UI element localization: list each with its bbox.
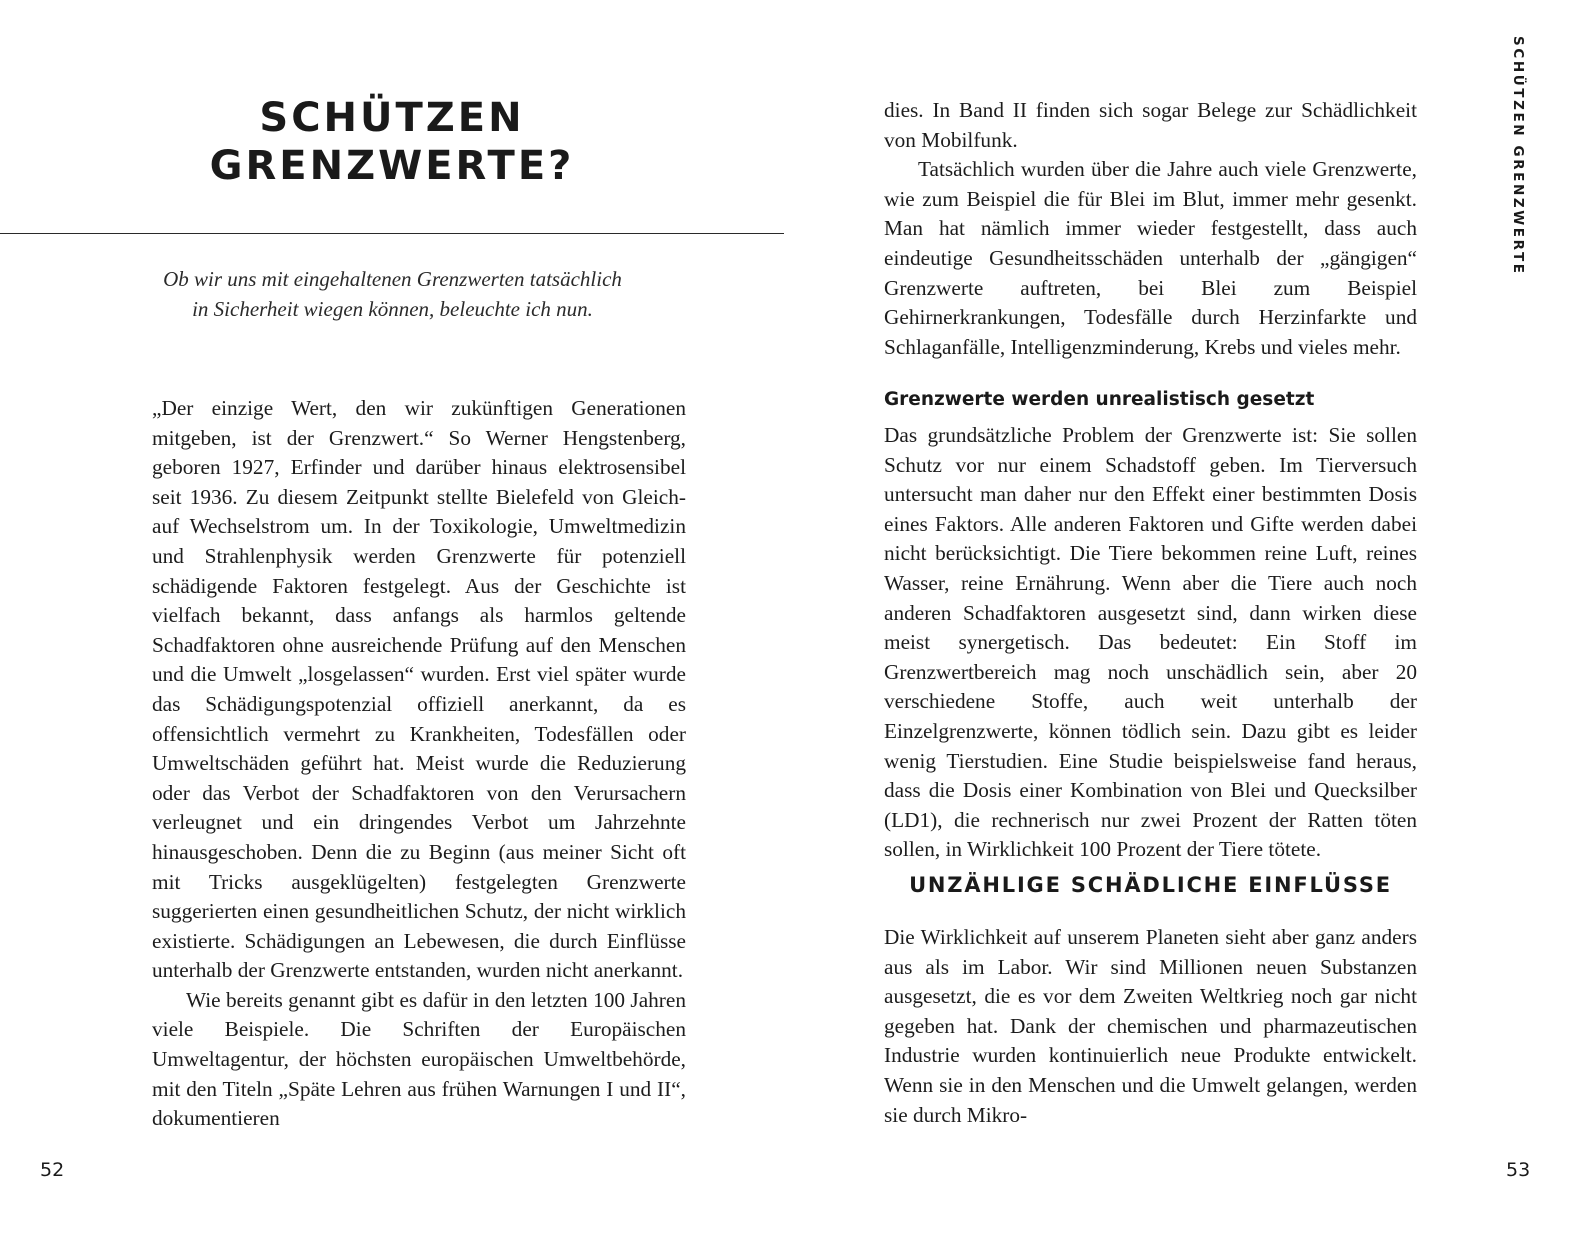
lead-line-1: Ob wir uns mit eingehaltenen Grenzwerten tatsächlich: [163, 267, 622, 291]
chapter-lead: [140, 264, 645, 324]
body-paragraph: Wie bereits genannt gibt es dafür in den letzten 100 Jahren viele Beispiele. Die Schriften der Europäischen Umweltagentur, der höchsten europäischen Umweltbehörde, mit den Titeln „Späte Lehren aus frühen Warnungen I und II“, dokumentieren: [152, 987, 686, 1131]
body-paragraph: Die Wirklichkeit auf unserem Planeten sieht aber ganz anders aus als im Labor. Wir sind Millionen neuen Substanzen ausgesetzt, die es vor dem Zweiten Weltkrieg noch gar nicht gegeben hat. Dank der chemischen und pharmazeutischen Industrie wurden kontinuierlich neue Produkte entwickelt. Wenn sie in den Menschen und die Umwelt gelangen, werden sie durch Mikro-: [884, 925, 1417, 1127]
body-paragraph: Das grundsätzliche Problem der Grenzwerte ist: Sie sollen Schutz vor nur einem Schadstoff geben. Im Tierversuch untersucht man daher nur den Effekt einer bestimmten Dosis eines Faktors. Alle anderen Faktoren und Gifte werden dabei nicht berücksichtigt. Die Tiere bekommen reine Luft, reines Wasser, reine Ernährung. Wenn aber die Tiere auch noch anderen Schadfaktoren ausgesetzt sind, dann wirken diese meist synergetisch. Das bedeutet: Ein Stoff im Grenzwertbereich mag noch unschädlich sein, aber 20 verschiedene Stoffe, auch weit unterhalb der Einzelgrenzwerte, können tödlich sein. Dazu gibt es leider wenig Tierstudien. Eine Studie beispielsweise fand heraus, dass die Dosis einer Kombination von Blei und Quecksilber (LD1), die rechnerisch nur zwei Prozent der Ratten töten sollen, in Wirklichkeit 100 Prozent der Tiere tötete.: [884, 423, 1417, 862]
subheading: Grenzwerte werden unrealistisch gesetzt: [884, 389, 1315, 410]
lead-line-2: in Sicherheit wiegen können, beleuchte ich nun.: [192, 297, 593, 321]
chapter-title-line-2: GRENZWERTE?: [209, 143, 575, 189]
right-body-text-middle: [884, 421, 1417, 865]
chapter-title: [0, 94, 784, 190]
page-number-left: 52: [40, 1159, 65, 1181]
left-body-text: [152, 394, 686, 1134]
title-divider: [0, 233, 784, 234]
body-paragraph: Tatsächlich wurden über die Jahre auch viele Grenzwerte, wie zum Beispiel die für Blei im Blut, immer mehr gesenkt. Man hat nämlich immer wieder festgestellt, dass auch eindeutige Gesundheitsschäden unterhalb der „gängigen“ Grenzwerte auftreten, bei Blei zum Beispiel Gehirnerkrankungen, Todesfälle durch Herzinfarkte und Schlaganfälle, Intelligenzminderung, Krebs und vieles mehr.: [884, 157, 1417, 359]
page-number-right: 53: [1506, 1159, 1531, 1181]
section-title: UNZÄHLIGE SCHÄDLICHE EINFLÜSSE: [909, 873, 1392, 897]
running-head: SCHÜTZEN GRENZWERTE: [1510, 36, 1526, 276]
body-paragraph: „Der einzige Wert, den wir zukünftigen Generationen mitgeben, ist der Grenzwert.“ So Werner Hengstenberg, geboren 1927, Erfinder und darüber hinaus elektrosensibel seit 1936. Zu diesem Zeitpunkt stellte Bielefeld von Gleich- auf Wechselstrom um. In der Toxikologie, Umweltmedizin und Strahlenphysik werden Grenzwerte für potenziell schädigende Faktoren festgelegt. Aus der Geschichte ist vielfach bekannt, dass anfangs als harmlos geltende Schadfaktoren ohne ausreichende Prüfung auf den Menschen und die Umwelt „losgelassen“ wurden. Erst viel später wurde das Schädigungspotenzial offiziell anerkannt, da es offensichtlich vermehrt zu Krankheiten, Todesfällen oder Umweltschäden geführt hat. Meist wurde die Reduzierung oder das Verbot der Schadfaktoren von den Verursachern verleugnet und ein dringendes Verbot um Jahrzehnte hinausgeschoben. Denn die zu Beginn (aus meiner Sicht oft mit Tricks ausgeklügelten) festgelegten Grenzwerte suggerierten einen gesundheitlichen Schutz, der nicht wirklich existierte. Schädigungen an Lebewesen, die durch Einflüsse unterhalb der Grenzwerte entstanden, wurden nicht anerkannt.: [152, 396, 686, 983]
right-body-text-bottom: [884, 923, 1417, 1130]
body-paragraph: dies. In Band II finden sich sogar Belege zur Schädlichkeit von Mobilfunk.: [884, 98, 1417, 152]
chapter-title-line-1: SCHÜTZEN: [259, 95, 525, 141]
right-body-text-top: [884, 96, 1417, 362]
